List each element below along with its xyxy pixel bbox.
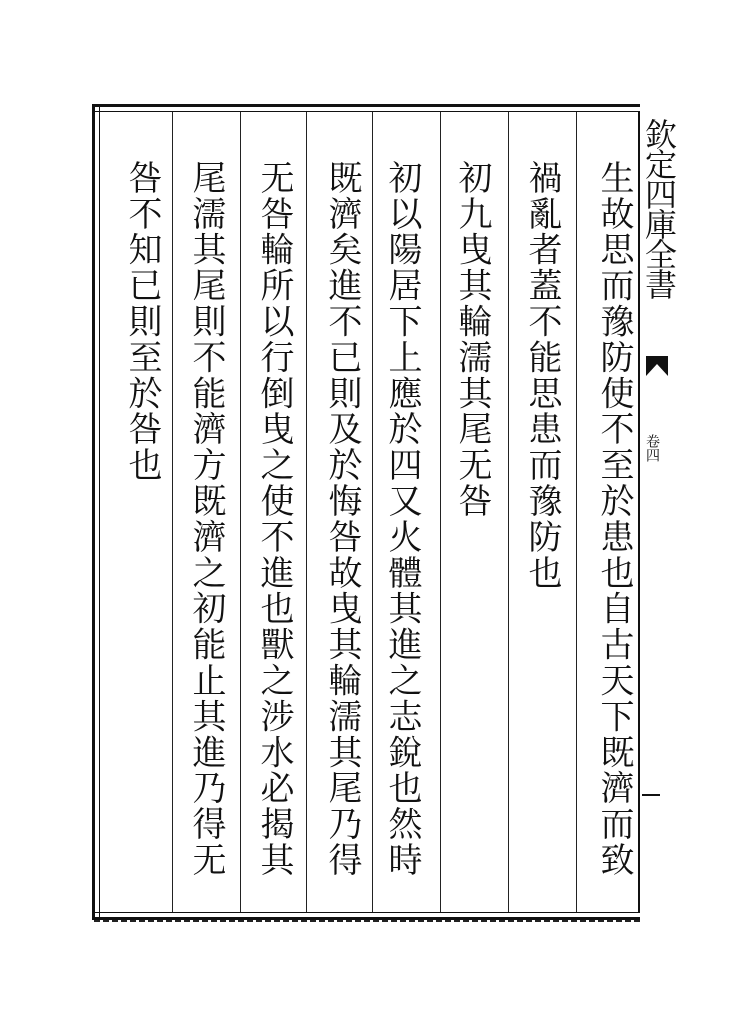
frame-left-border [92, 104, 100, 920]
column-rule [372, 112, 373, 912]
book-title: 欽定四庫全書 [640, 118, 678, 298]
column-rule [440, 112, 441, 912]
text-column: 禍亂者蓋不能思患而豫防也 [522, 160, 562, 591]
column-rule [576, 112, 577, 912]
margin-rule [642, 794, 660, 796]
column-rule [240, 112, 241, 912]
frame-bottom-border [92, 912, 640, 920]
text-column: 无咎輪所以行倒曳之使不進也獸之涉水必揭其 [254, 160, 294, 878]
text-column: 初以陽居下上應於四又火體其進之志銳也然時 [382, 160, 422, 878]
text-column: 尾濡其尾則不能濟方既濟之初能止其進乃得无 [186, 160, 226, 878]
column-rule [306, 112, 307, 912]
volume-number: 卷四 [644, 434, 660, 462]
fish-tail-mark-icon [646, 356, 668, 376]
page-edge [94, 920, 640, 922]
frame-top-border [92, 104, 640, 112]
column-rule [172, 112, 173, 912]
text-column: 生故思而豫防使不至於患也自古天下既濟而致 [594, 160, 634, 878]
text-column: 既濟矣進不已則及於悔咎故曳其輪濡其尾乃得 [322, 160, 362, 878]
text-column: 咎不知已則至於咎也 [122, 160, 162, 484]
text-column: 初九曳其輪濡其尾无咎 [452, 160, 492, 519]
column-rule [508, 112, 509, 912]
